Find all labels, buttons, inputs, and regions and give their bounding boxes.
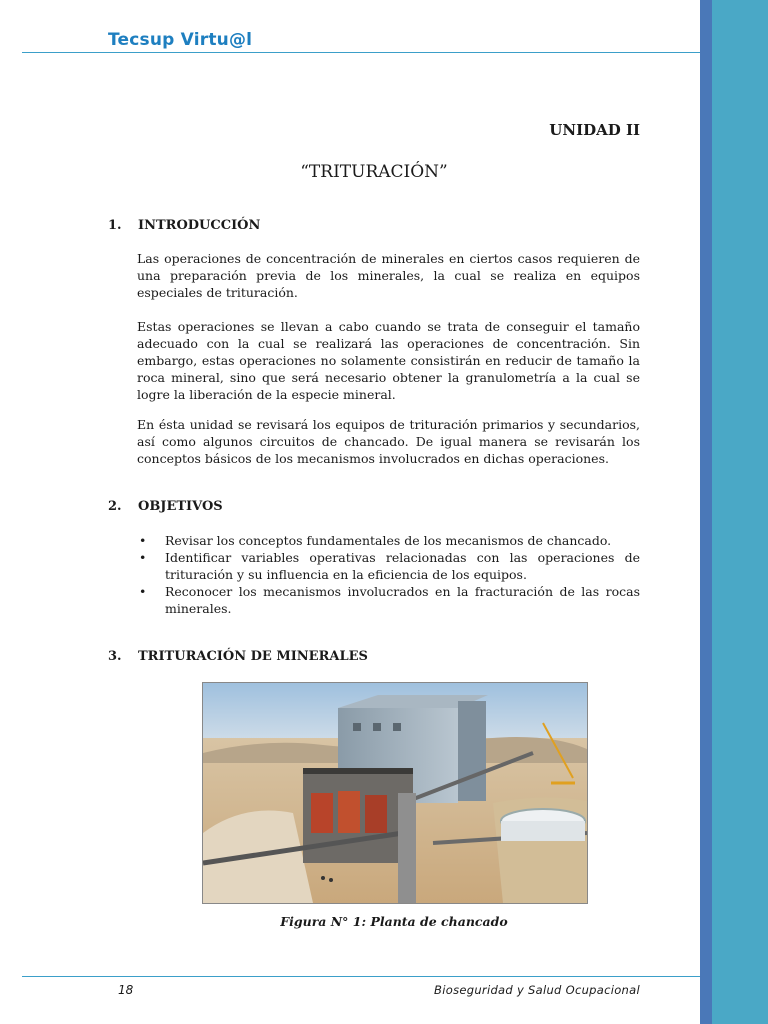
bullet-icon: • [139,533,147,548]
bullet-icon: • [139,584,147,599]
intro-paragraph-1: Las operaciones de concentración de minerales en ciertos casos requieren de una preparación previa de los minerales, la cual se realiza en equipos especiales de trituración. [137,251,640,300]
brand-logo: Tecsup Virtu@l [108,30,253,50]
section-heading-objetivos [108,499,223,514]
section-number: 1. [108,218,122,233]
crushing-plant-photo [202,682,588,904]
figure-caption: Figura N° 1: Planta de chancado [280,914,508,929]
list-item: • Revisar los conceptos fundamentales de los mecanismos de chancado. [139,533,612,548]
unit-label: UNIDAD II [549,121,640,139]
sidebar-stripe-blue [700,0,712,1024]
objectives-list [137,532,640,617]
list-item: • Reconocer los mecanismos involucrados en la fracturación de las rocas minerales. [139,584,640,616]
header-rule [22,52,700,53]
section-heading-introduccion [108,218,260,233]
page-title: “TRITURACIÓN” [300,162,448,182]
intro-paragraph-2: Estas operaciones se llevan a cabo cuando se trata de conseguir el tamaño adecuado con la cual se realizará las operaciones de concentración. Sin embargo, estas operaciones no solamente consistirán en reducir de tamaño la roca mineral, sino que será necesario obtener la granulometría a la cual se logre la liberación de la especie mineral. [137,319,640,402]
page-number: 18 [118,983,134,997]
section-title: INTRODUCCIÓN [138,218,261,233]
footer-title: Bioseguridad y Salud Ocupacional [434,983,640,997]
section-number: 3. [108,649,122,664]
section-number: 2. [108,499,122,514]
bullet-icon: • [139,550,147,565]
sidebar-stripe-teal [712,0,768,1024]
section-heading-trituracion [108,649,368,664]
list-item: • Identificar variables operativas relacionadas con las operaciones de trituración y su influencia en la eficiencia de los equipos. [139,550,640,582]
section-title: TRITURACIÓN DE MINERALES [138,649,368,664]
section-title: OBJETIVOS [138,499,223,514]
footer-rule [22,976,700,977]
intro-paragraph-3: En ésta unidad se revisará los equipos de trituración primarios y secundarios, así como algunos circuitos de chancado. De igual manera se revisarán los conceptos básicos de los mecanismos involucrados en dichas operaciones. [137,417,640,466]
